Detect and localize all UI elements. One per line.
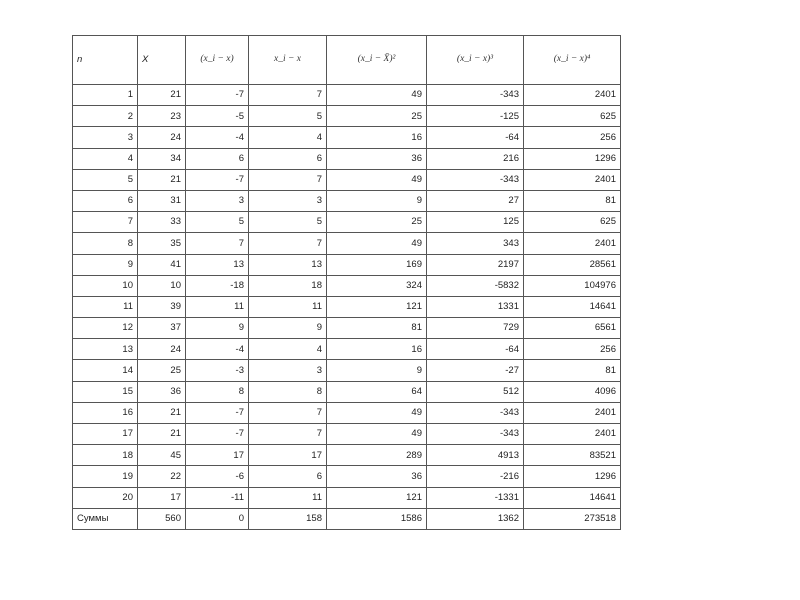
- table-cell: 11: [73, 296, 138, 317]
- table-cell: -3: [186, 360, 249, 381]
- table-cell: -7: [186, 169, 249, 190]
- table-cell: 17: [73, 424, 138, 445]
- table-cell: -6: [186, 466, 249, 487]
- totals-row: [73, 508, 621, 529]
- table-cell: 729: [427, 318, 524, 339]
- table-cell: 18: [73, 445, 138, 466]
- table-cell: -7: [186, 424, 249, 445]
- table-cell: 121: [327, 296, 427, 317]
- table-cell: -11: [186, 487, 249, 508]
- table-cell: -27: [427, 360, 524, 381]
- totals-label: Суммы: [73, 508, 138, 529]
- table-cell: 125: [427, 212, 524, 233]
- table-cell: 11: [186, 296, 249, 317]
- header-squared-deviation: (x_i − X̄)²: [327, 36, 427, 85]
- table-cell: 9: [186, 318, 249, 339]
- table-cell: 31: [138, 190, 186, 211]
- table-cell: 17: [249, 445, 327, 466]
- table-cell: 49: [327, 169, 427, 190]
- table-cell: -5832: [427, 275, 524, 296]
- table-cell: 4: [249, 339, 327, 360]
- table-row: [73, 466, 621, 487]
- table-cell: 2197: [427, 254, 524, 275]
- table-cell: 4913: [427, 445, 524, 466]
- table-cell: -64: [427, 127, 524, 148]
- table-cell: 6: [249, 148, 327, 169]
- table-cell: 343: [427, 233, 524, 254]
- table-cell: 22: [138, 466, 186, 487]
- table-cell: 7: [249, 402, 327, 423]
- table-cell: -343: [427, 402, 524, 423]
- table-cell: -125: [427, 106, 524, 127]
- table-cell: 6: [186, 148, 249, 169]
- table-cell: 7: [249, 85, 327, 106]
- totals-cell: 0: [186, 508, 249, 529]
- table-cell: 81: [524, 190, 621, 211]
- header-fourth-power-deviation: (x_i − x)⁴: [524, 36, 621, 85]
- table-row: [73, 445, 621, 466]
- table-cell: 6: [73, 190, 138, 211]
- table-row: [73, 318, 621, 339]
- table-cell: 11: [249, 296, 327, 317]
- table-cell: 24: [138, 339, 186, 360]
- table-row: [73, 254, 621, 275]
- table-row: [73, 339, 621, 360]
- table-cell: 36: [327, 148, 427, 169]
- header-deviation: (x_i − x): [186, 36, 249, 85]
- table-cell: 20: [73, 487, 138, 508]
- totals-cell: 560: [138, 508, 186, 529]
- totals-cell: 158: [249, 508, 327, 529]
- table-cell: 4096: [524, 381, 621, 402]
- table-cell: 18: [249, 275, 327, 296]
- table-cell: -216: [427, 466, 524, 487]
- table-cell: 104976: [524, 275, 621, 296]
- table-row: [73, 148, 621, 169]
- table-cell: 289: [327, 445, 427, 466]
- table-cell: 36: [327, 466, 427, 487]
- table-row: [73, 233, 621, 254]
- table-row: [73, 127, 621, 148]
- table-cell: 14641: [524, 296, 621, 317]
- table-cell: -343: [427, 424, 524, 445]
- table-cell: 256: [524, 127, 621, 148]
- table-cell: -4: [186, 127, 249, 148]
- table-cell: 7: [249, 233, 327, 254]
- table-cell: 23: [138, 106, 186, 127]
- totals-cell: 273518: [524, 508, 621, 529]
- table-row: [73, 190, 621, 211]
- table-cell: 25: [327, 212, 427, 233]
- table-cell: 2401: [524, 424, 621, 445]
- table-cell: 36: [138, 381, 186, 402]
- table-cell: 25: [327, 106, 427, 127]
- table-row: [73, 381, 621, 402]
- table-cell: 9: [327, 360, 427, 381]
- table-cell: 9: [327, 190, 427, 211]
- table-cell: 3: [73, 127, 138, 148]
- table-cell: 2401: [524, 85, 621, 106]
- table-cell: 34: [138, 148, 186, 169]
- table-cell: 1296: [524, 466, 621, 487]
- table-cell: 625: [524, 212, 621, 233]
- table-cell: 21: [138, 169, 186, 190]
- header-n: n: [73, 36, 138, 85]
- totals-cell: 1586: [327, 508, 427, 529]
- table-cell: 256: [524, 339, 621, 360]
- table-row: [73, 487, 621, 508]
- table-cell: 216: [427, 148, 524, 169]
- table-cell: 169: [327, 254, 427, 275]
- table-row: [73, 424, 621, 445]
- table-row: [73, 169, 621, 190]
- table-cell: 5: [73, 169, 138, 190]
- table-cell: 16: [73, 402, 138, 423]
- table-cell: 41: [138, 254, 186, 275]
- table-cell: 3: [186, 190, 249, 211]
- table-cell: 33: [138, 212, 186, 233]
- table-cell: 25: [138, 360, 186, 381]
- table-cell: 49: [327, 402, 427, 423]
- table-cell: 10: [73, 275, 138, 296]
- table-row: [73, 212, 621, 233]
- table-cell: 7: [249, 424, 327, 445]
- table-cell: 35: [138, 233, 186, 254]
- table-cell: 39: [138, 296, 186, 317]
- table-cell: 7: [73, 212, 138, 233]
- table-cell: 9: [249, 318, 327, 339]
- table-cell: 49: [327, 85, 427, 106]
- table-row: [73, 85, 621, 106]
- table-cell: 45: [138, 445, 186, 466]
- table-cell: 21: [138, 402, 186, 423]
- table-cell: 13: [249, 254, 327, 275]
- table-cell: 2401: [524, 169, 621, 190]
- table-cell: 4: [249, 127, 327, 148]
- table-row: [73, 360, 621, 381]
- table-cell: 3: [249, 190, 327, 211]
- table-cell: 4: [73, 148, 138, 169]
- table-cell: 6: [249, 466, 327, 487]
- table-cell: 83521: [524, 445, 621, 466]
- table-cell: -7: [186, 402, 249, 423]
- table-cell: 13: [73, 339, 138, 360]
- table-cell: 7: [186, 233, 249, 254]
- table-cell: 49: [327, 424, 427, 445]
- table-cell: -4: [186, 339, 249, 360]
- table-cell: 14641: [524, 487, 621, 508]
- table-cell: 28561: [524, 254, 621, 275]
- header-abs-deviation: x_i − x: [249, 36, 327, 85]
- table-row: [73, 106, 621, 127]
- table-cell: 81: [327, 318, 427, 339]
- table-cell: -7: [186, 85, 249, 106]
- table-cell: 81: [524, 360, 621, 381]
- table-cell: 625: [524, 106, 621, 127]
- table-cell: 15: [73, 381, 138, 402]
- table-cell: 12: [73, 318, 138, 339]
- table-cell: 2: [73, 106, 138, 127]
- table-cell: 17: [138, 487, 186, 508]
- table-cell: 5: [249, 212, 327, 233]
- table-cell: 27: [427, 190, 524, 211]
- table-cell: 17: [186, 445, 249, 466]
- table-cell: 1331: [427, 296, 524, 317]
- table-cell: 324: [327, 275, 427, 296]
- table-cell: 8: [249, 381, 327, 402]
- table-cell: 512: [427, 381, 524, 402]
- table-cell: 64: [327, 381, 427, 402]
- table-cell: -64: [427, 339, 524, 360]
- table-cell: 37: [138, 318, 186, 339]
- table-cell: -5: [186, 106, 249, 127]
- table-cell: 8: [186, 381, 249, 402]
- table-cell: 21: [138, 424, 186, 445]
- table-cell: 11: [249, 487, 327, 508]
- totals-cell: 1362: [427, 508, 524, 529]
- table-cell: 9: [73, 254, 138, 275]
- table-cell: 3: [249, 360, 327, 381]
- table-cell: -343: [427, 85, 524, 106]
- table-cell: 13: [186, 254, 249, 275]
- table-row: [73, 402, 621, 423]
- table-cell: 2401: [524, 233, 621, 254]
- table-cell: 5: [249, 106, 327, 127]
- table-cell: 24: [138, 127, 186, 148]
- table-cell: 2401: [524, 402, 621, 423]
- table-cell: 1: [73, 85, 138, 106]
- table-cell: 1296: [524, 148, 621, 169]
- table-cell: 16: [327, 339, 427, 360]
- table-cell: 7: [249, 169, 327, 190]
- table-cell: 6561: [524, 318, 621, 339]
- table-cell: -1331: [427, 487, 524, 508]
- table-cell: -18: [186, 275, 249, 296]
- table-row: [73, 296, 621, 317]
- header-cubed-deviation: (x_i − x)³: [427, 36, 524, 85]
- table-cell: 16: [327, 127, 427, 148]
- table-row: [73, 275, 621, 296]
- table-cell: 10: [138, 275, 186, 296]
- table-cell: 14: [73, 360, 138, 381]
- statistics-table: [72, 35, 621, 530]
- table-cell: 49: [327, 233, 427, 254]
- table-body: [73, 85, 621, 509]
- table-cell: 21: [138, 85, 186, 106]
- table-cell: 121: [327, 487, 427, 508]
- table-cell: 8: [73, 233, 138, 254]
- table-cell: 5: [186, 212, 249, 233]
- header-x: X: [138, 36, 186, 85]
- table-cell: -343: [427, 169, 524, 190]
- header-row: [73, 36, 621, 85]
- table-cell: 19: [73, 466, 138, 487]
